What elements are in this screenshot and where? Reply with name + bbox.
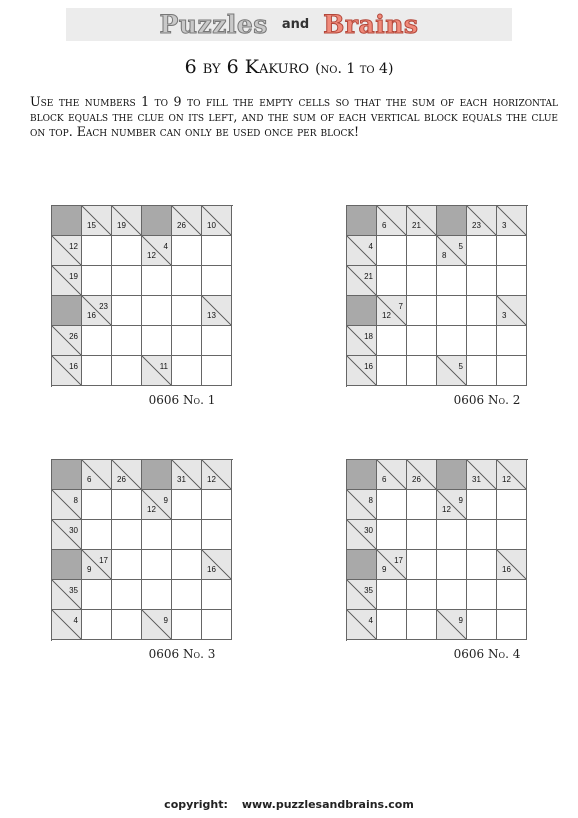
blocked-cell [347,296,377,326]
down-clue-number: 8 [442,251,447,260]
answer-cell[interactable] [142,550,172,580]
clue-cell [347,356,377,386]
answer-cell[interactable] [82,266,112,296]
blocked-cell [347,460,377,490]
answer-cell[interactable] [377,326,407,356]
kakuro-grid-4 [346,459,528,641]
answer-cell[interactable] [467,490,497,520]
answer-cell[interactable] [407,326,437,356]
across-clue-number: 9 [163,496,168,505]
answer-cell[interactable] [112,356,142,386]
answer-cell[interactable] [172,490,202,520]
clue-cell [52,236,82,266]
clue-cell [377,296,407,326]
across-clue-number: 18 [364,332,373,341]
blocked-cell [347,550,377,580]
down-clue-number: 16 [502,565,511,574]
down-clue-number: 12 [147,505,156,514]
answer-cell[interactable] [172,580,202,610]
answer-cell[interactable] [497,326,527,356]
answer-cell[interactable] [377,610,407,640]
clue-cell [437,610,467,640]
clue-cell [202,296,232,326]
down-clue-number: 9 [382,565,387,574]
clue-cell [82,206,112,236]
answer-cell[interactable] [497,266,527,296]
answer-cell[interactable] [112,266,142,296]
answer-cell[interactable] [82,356,112,386]
answer-cell[interactable] [202,266,232,296]
clue-cell [82,550,112,580]
answer-cell[interactable] [437,266,467,296]
instructions-text: Use the numbers 1 to 9 to fill the empty cells so that the sum of each horizontal block equals the clue on its left, and the sum of each vertical block equals the clue on top. Each number can only be used once per block! [30,94,558,139]
answer-cell[interactable] [407,266,437,296]
clue-cell [437,236,467,266]
puzzle-label-2: 0606 No. 2 [453,393,521,407]
clue-cell [172,206,202,236]
answer-cell[interactable] [202,356,232,386]
answer-cell[interactable] [497,356,527,386]
clue-cell [52,580,82,610]
across-clue-number: 8 [368,496,373,505]
answer-cell[interactable] [112,296,142,326]
answer-cell[interactable] [112,520,142,550]
across-clue-number: 7 [398,302,403,311]
answer-cell[interactable] [407,550,437,580]
across-clue-number: 17 [394,556,403,565]
answer-cell[interactable] [467,356,497,386]
across-clue-number: 21 [364,272,373,281]
answer-cell[interactable] [437,326,467,356]
answer-cell[interactable] [142,580,172,610]
across-clue-number: 4 [368,242,373,251]
across-clue-number: 26 [69,332,78,341]
answer-cell[interactable] [82,610,112,640]
answer-cell[interactable] [377,236,407,266]
clue-cell [112,460,142,490]
clue-cell [52,610,82,640]
across-clue-number: 17 [99,556,108,565]
puzzle-label-4: 0606 No. 4 [453,647,521,661]
answer-cell[interactable] [497,610,527,640]
clue-cell [347,490,377,520]
answer-cell[interactable] [407,610,437,640]
answer-cell[interactable] [112,326,142,356]
clue-cell [347,610,377,640]
answer-cell[interactable] [112,580,142,610]
across-clue-number: 4 [73,616,78,625]
answer-cell[interactable] [202,236,232,266]
clue-cell [347,326,377,356]
answer-cell[interactable] [172,610,202,640]
across-clue-number: 30 [69,526,78,535]
answer-cell[interactable] [437,580,467,610]
puzzle-label-1: 0606 No. 1 [148,393,216,407]
across-clue-number: 35 [69,586,78,595]
down-clue-number: 12 [382,311,391,320]
answer-cell[interactable] [467,610,497,640]
clue-cell [112,206,142,236]
blocked-cell [437,206,467,236]
answer-cell[interactable] [202,520,232,550]
clue-cell [497,550,527,580]
across-clue-number: 16 [69,362,78,371]
across-clue-number: 8 [73,496,78,505]
answer-cell[interactable] [497,490,527,520]
answer-cell[interactable] [142,296,172,326]
answer-cell[interactable] [437,550,467,580]
clue-cell [82,460,112,490]
answer-cell[interactable] [82,326,112,356]
down-clue-number: 13 [207,311,216,320]
answer-cell[interactable] [112,236,142,266]
answer-cell[interactable] [112,550,142,580]
answer-cell[interactable] [202,610,232,640]
down-clue-number: 26 [177,221,186,230]
answer-cell[interactable] [467,326,497,356]
answer-cell[interactable] [112,490,142,520]
kakuro-grid-2 [346,205,528,387]
answer-cell[interactable] [82,236,112,266]
answer-cell[interactable] [172,266,202,296]
down-clue-number: 6 [382,221,387,230]
clue-cell [142,236,172,266]
across-clue-number: 30 [364,526,373,535]
clue-cell [467,460,497,490]
blocked-cell [52,206,82,236]
page-title-subtitle: (no. 1 to 4) [315,61,394,77]
clue-cell [467,206,497,236]
answer-cell[interactable] [377,356,407,386]
clue-cell [407,460,437,490]
clue-cell [52,520,82,550]
clue-cell [172,460,202,490]
answer-cell[interactable] [172,236,202,266]
down-clue-number: 15 [87,221,96,230]
answer-cell[interactable] [172,326,202,356]
across-clue-number: 5 [458,242,463,251]
answer-cell[interactable] [407,490,437,520]
down-clue-number: 16 [207,565,216,574]
clue-cell [377,550,407,580]
clue-cell [437,356,467,386]
blocked-cell [52,460,82,490]
down-clue-number: 26 [412,475,421,484]
across-clue-number: 9 [163,616,168,625]
down-clue-number: 21 [412,221,421,230]
answer-cell[interactable] [467,520,497,550]
answer-cell[interactable] [467,236,497,266]
clue-cell [347,520,377,550]
down-clue-number: 19 [117,221,126,230]
down-clue-number: 23 [472,221,481,230]
site-logo-banner [66,8,512,41]
down-clue-number: 3 [502,221,507,230]
across-clue-number: 19 [69,272,78,281]
answer-cell[interactable] [202,490,232,520]
page-title-main: 6 by 6 Kakuro [184,56,310,78]
logo-word-and: and [281,17,310,32]
answer-cell[interactable] [407,356,437,386]
blocked-cell [437,460,467,490]
answer-cell[interactable] [112,610,142,640]
blocked-cell [142,206,172,236]
kakuro-grid-1 [51,205,233,387]
answer-cell[interactable] [407,520,437,550]
down-clue-number: 3 [502,311,507,320]
answer-cell[interactable] [497,520,527,550]
answer-cell[interactable] [437,296,467,326]
answer-cell[interactable] [497,580,527,610]
puzzle-label-3: 0606 No. 3 [148,647,216,661]
answer-cell[interactable] [142,266,172,296]
answer-cell[interactable] [142,520,172,550]
footer [0,798,578,811]
across-clue-number: 9 [458,496,463,505]
answer-cell[interactable] [172,520,202,550]
answer-cell[interactable] [377,520,407,550]
clue-cell [52,266,82,296]
clue-cell [82,296,112,326]
clue-cell [142,490,172,520]
down-clue-number: 6 [87,475,92,484]
clue-cell [347,236,377,266]
clue-cell [52,356,82,386]
blocked-cell [52,296,82,326]
answer-cell[interactable] [82,580,112,610]
answer-cell[interactable] [467,266,497,296]
down-clue-number: 6 [382,475,387,484]
answer-cell[interactable] [407,580,437,610]
down-clue-number: 31 [177,475,186,484]
kakuro-grid-3 [51,459,233,641]
across-clue-number: 4 [163,242,168,251]
answer-cell[interactable] [82,490,112,520]
answer-cell[interactable] [172,356,202,386]
across-clue-number: 4 [368,616,373,625]
clue-cell [142,356,172,386]
across-clue-number: 16 [364,362,373,371]
answer-cell[interactable] [497,236,527,266]
down-clue-number: 9 [87,565,92,574]
answer-cell[interactable] [467,550,497,580]
blocked-cell [347,206,377,236]
clue-cell [347,266,377,296]
across-clue-number: 5 [458,362,463,371]
blocked-cell [142,460,172,490]
answer-cell[interactable] [467,296,497,326]
logo-word-brains: Brains [323,10,419,39]
down-clue-number: 12 [442,505,451,514]
answer-cell[interactable] [202,580,232,610]
down-clue-number: 16 [87,311,96,320]
clue-cell [202,206,232,236]
across-clue-number: 9 [458,616,463,625]
down-clue-number: 12 [502,475,511,484]
clue-cell [347,580,377,610]
clue-cell [202,550,232,580]
answer-cell[interactable] [202,326,232,356]
down-clue-number: 12 [147,251,156,260]
clue-cell [497,460,527,490]
clue-cell [437,490,467,520]
answer-cell[interactable] [407,296,437,326]
clue-cell [202,460,232,490]
clue-cell [52,490,82,520]
across-clue-number: 12 [69,242,78,251]
across-clue-number: 23 [99,302,108,311]
copyright-label: copyright: [164,798,228,811]
across-clue-number: 35 [364,586,373,595]
clue-cell [497,206,527,236]
answer-cell[interactable] [377,266,407,296]
clue-cell [52,326,82,356]
answer-cell[interactable] [172,296,202,326]
clue-cell [407,206,437,236]
answer-cell[interactable] [437,520,467,550]
answer-cell[interactable] [407,236,437,266]
answer-cell[interactable] [142,326,172,356]
logo-word-puzzles: Puzzles [159,10,268,39]
down-clue-number: 26 [117,475,126,484]
answer-cell[interactable] [377,580,407,610]
clue-cell [377,460,407,490]
clue-cell [142,610,172,640]
clue-cell [377,206,407,236]
down-clue-number: 12 [207,475,216,484]
answer-cell[interactable] [377,490,407,520]
across-clue-number: 11 [159,362,168,371]
page-title [0,56,578,78]
answer-cell[interactable] [467,580,497,610]
down-clue-number: 10 [207,221,216,230]
blocked-cell [52,550,82,580]
answer-cell[interactable] [172,550,202,580]
clue-cell [497,296,527,326]
answer-cell[interactable] [82,520,112,550]
down-clue-number: 31 [472,475,481,484]
website-url: www.puzzlesandbrains.com [241,798,414,811]
